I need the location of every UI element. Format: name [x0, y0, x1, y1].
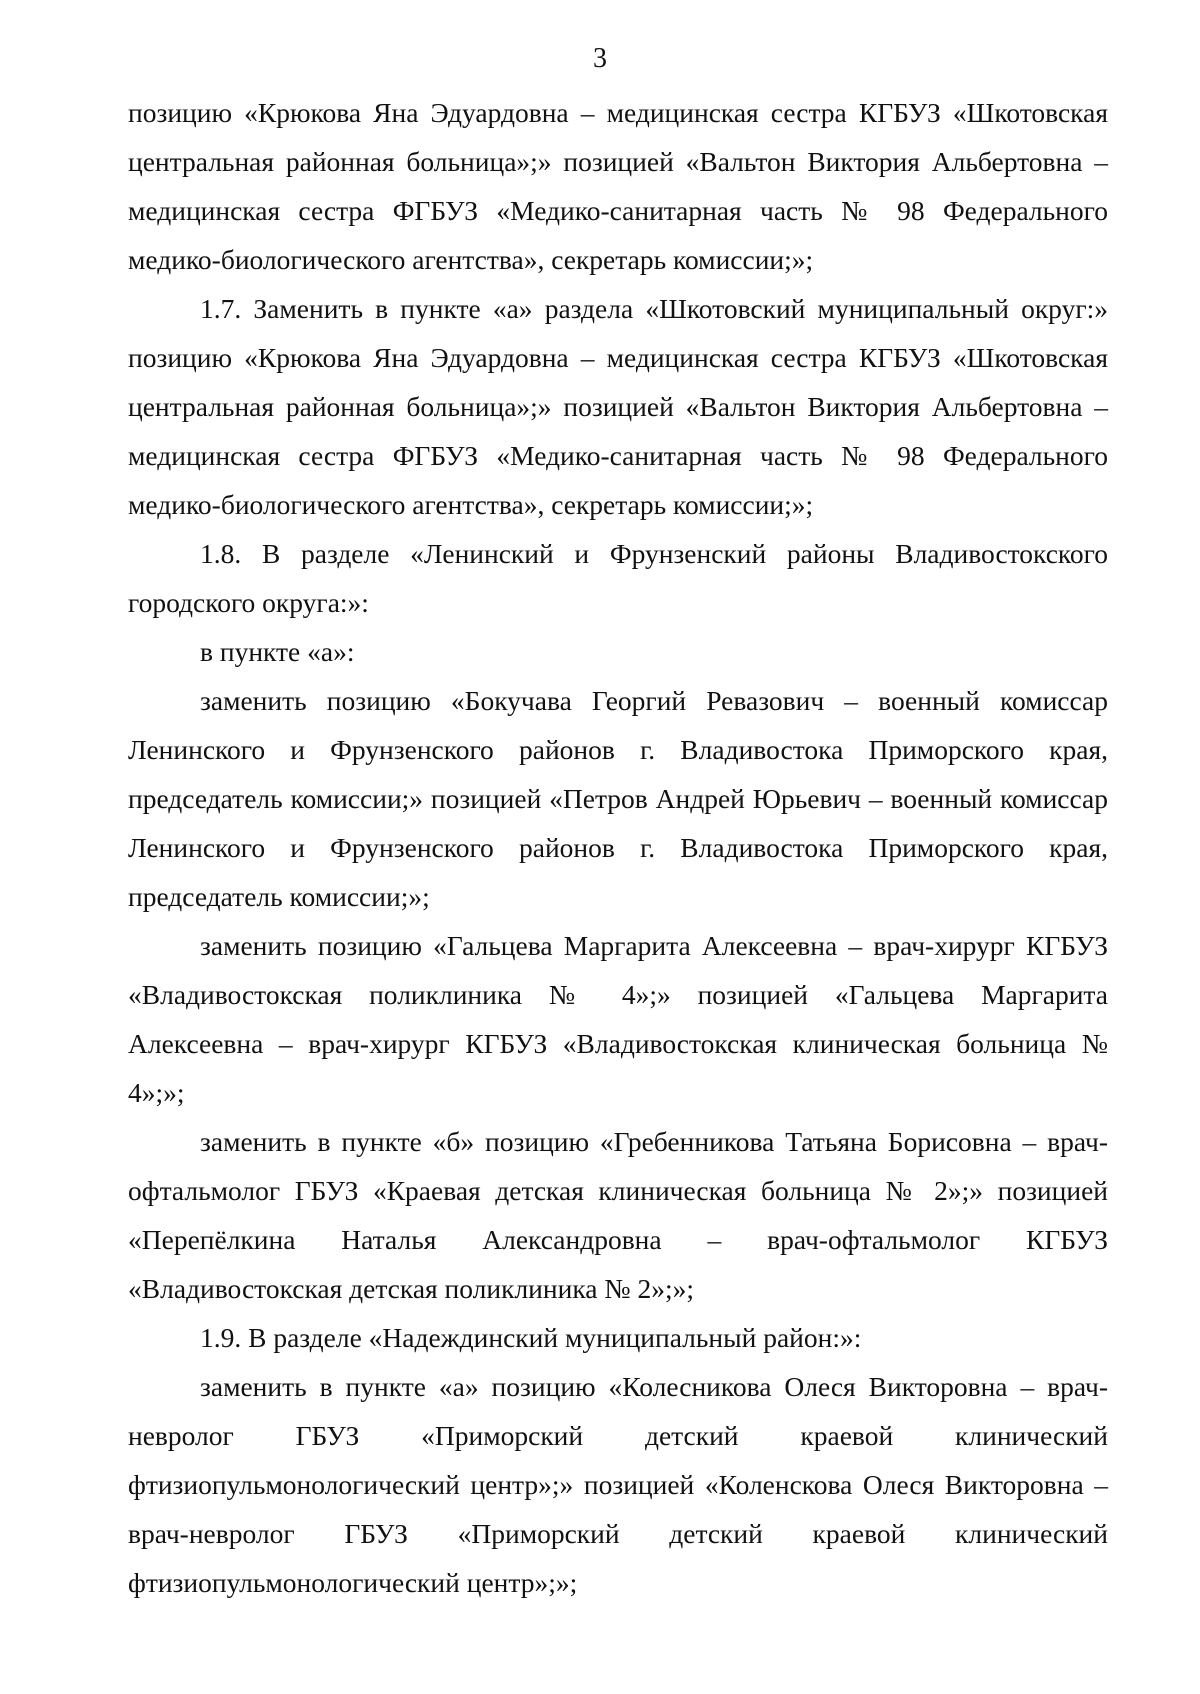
paragraph-replace-galtseva: заменить позицию «Гальцева Маргарита Алексеевна – врач-хирург КГБУЗ «Владивостокская поликлиника № 4»;» позицией «Гальцева Маргарита Алексеевна – врач-хирург КГБУЗ «Владивостокская клиническая больница № 4»;»;: [128, 930, 1108, 1108]
document-body: [128, 88, 1108, 1607]
paragraph-replace-grebennikova: заменить в пункте «б» позицию «Гребенникова Татьяна Борисовна – врач-офтальмолог ГБУЗ «Краевая детская клиническая больница № 2»;» позицией «Перепёлкина Наталья Александровна – врач-офтальмолог КГБУЗ «Владивостокская детская поликлиника № 2»;»;: [128, 1126, 1108, 1304]
paragraph-continuation: позицию «Крюкова Яна Эдуардовна – медицинская сестра КГБУЗ «Шкотовская центральная районная больница»;» позицией «Вальтон Виктория Альбертовна – медицинская сестра ФГБУЗ «Медико-санитарная часть № 98 Федерального медико-биологического агентства», секретарь комиссии;»;: [128, 97, 1108, 275]
paragraph-subitem-a: в пункте «а»:: [200, 636, 355, 667]
page-number: 3: [593, 43, 607, 74]
paragraph-item-1-7: 1.7. Заменить в пункте «а» раздела «Шкотовский муниципальный округ:» позицию «Крюкова Яна Эдуардовна – медицинская сестра КГБУЗ «Шкотовская центральная районная больница»;» позицией «Вальтон Виктория Альбертовна – медицинская сестра ФГБУЗ «Медико-санитарная часть № 98 Федерального медико-биологического агентства», секретарь комиссии;»;: [128, 293, 1108, 520]
paragraph-item-1-9: 1.9. В разделе «Надеждинский муниципальный район:»:: [200, 1322, 862, 1353]
paragraph-item-1-8: 1.8. В разделе «Ленинский и Фрунзенский районы Владивостокского городского округа:»:: [128, 538, 1108, 618]
paragraph-replace-kolesnikova: заменить в пункте «а» позицию «Колесникова Олеся Викторовна – врач-невролог ГБУЗ «Приморский детский краевой клинический фтизиопульмонологический центр»;» позицией «Коленскова Олеся Викторовна – врач-невролог ГБУЗ «Приморский детский краевой клинический фтизиопульмонологический центр»;»;: [128, 1371, 1108, 1598]
paragraph-replace-bokuchava: заменить позицию «Бокучава Георгий Ревазович – военный комиссар Ленинского и Фрунзенского районов г. Владивостока Приморского края, председатель комиссии;» позицией «Петров Андрей Юрьевич – военный комиссар Ленинского и Фрунзенского районов г. Владивостока Приморского края, председатель комиссии;»;: [128, 685, 1108, 912]
